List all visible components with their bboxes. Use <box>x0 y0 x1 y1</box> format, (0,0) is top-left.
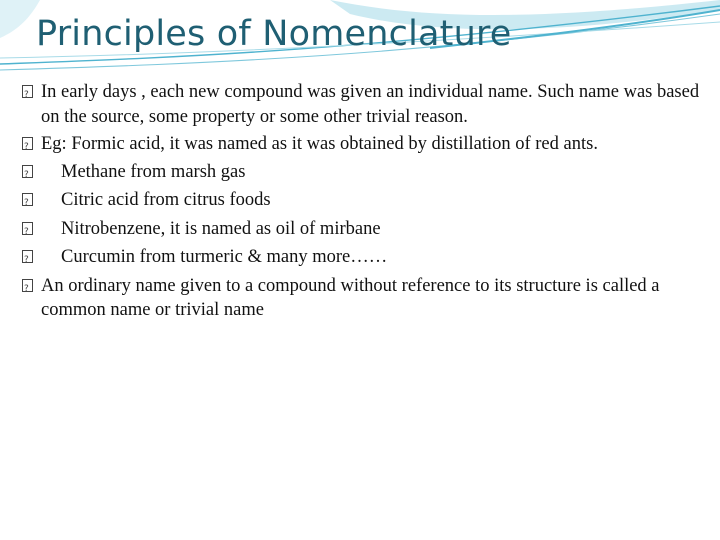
checkbox-glyph-icon <box>22 222 33 235</box>
bullet-item <box>22 217 702 242</box>
bullet-item <box>22 274 702 323</box>
bullet-item <box>22 80 702 129</box>
bullet-item <box>22 245 702 270</box>
checkbox-glyph-icon <box>22 279 33 292</box>
checkbox-glyph-icon <box>22 137 33 150</box>
bullet-list <box>22 80 702 326</box>
bullet-text: Eg: Formic acid, it was named as it was obtained by distillation of red ants. <box>41 134 598 154</box>
checkbox-glyph-icon <box>22 85 33 98</box>
bullet-item <box>22 160 702 185</box>
bullet-text: An ordinary name given to a compound without reference to its structure is called a common name or trivial name <box>41 275 660 320</box>
slide-title: Principles of Nomenclature <box>36 14 512 54</box>
checkbox-glyph-icon <box>22 250 33 263</box>
bullet-text: Citric acid from citrus foods <box>61 190 271 210</box>
bullet-text: In early days , each new compound was given an individual name. Such name was based on the source, some property or some other trivial reason. <box>41 82 700 127</box>
bullet-item <box>22 188 702 213</box>
bullet-text: Nitrobenzene, it is named as oil of mirbane <box>61 218 381 239</box>
checkbox-glyph-icon <box>22 193 33 206</box>
checkbox-glyph-icon <box>22 165 33 178</box>
bullet-text: Methane from marsh gas <box>61 161 246 182</box>
bullet-item <box>22 132 702 157</box>
bullet-text: Curcumin from turmeric & many more…… <box>61 247 388 267</box>
